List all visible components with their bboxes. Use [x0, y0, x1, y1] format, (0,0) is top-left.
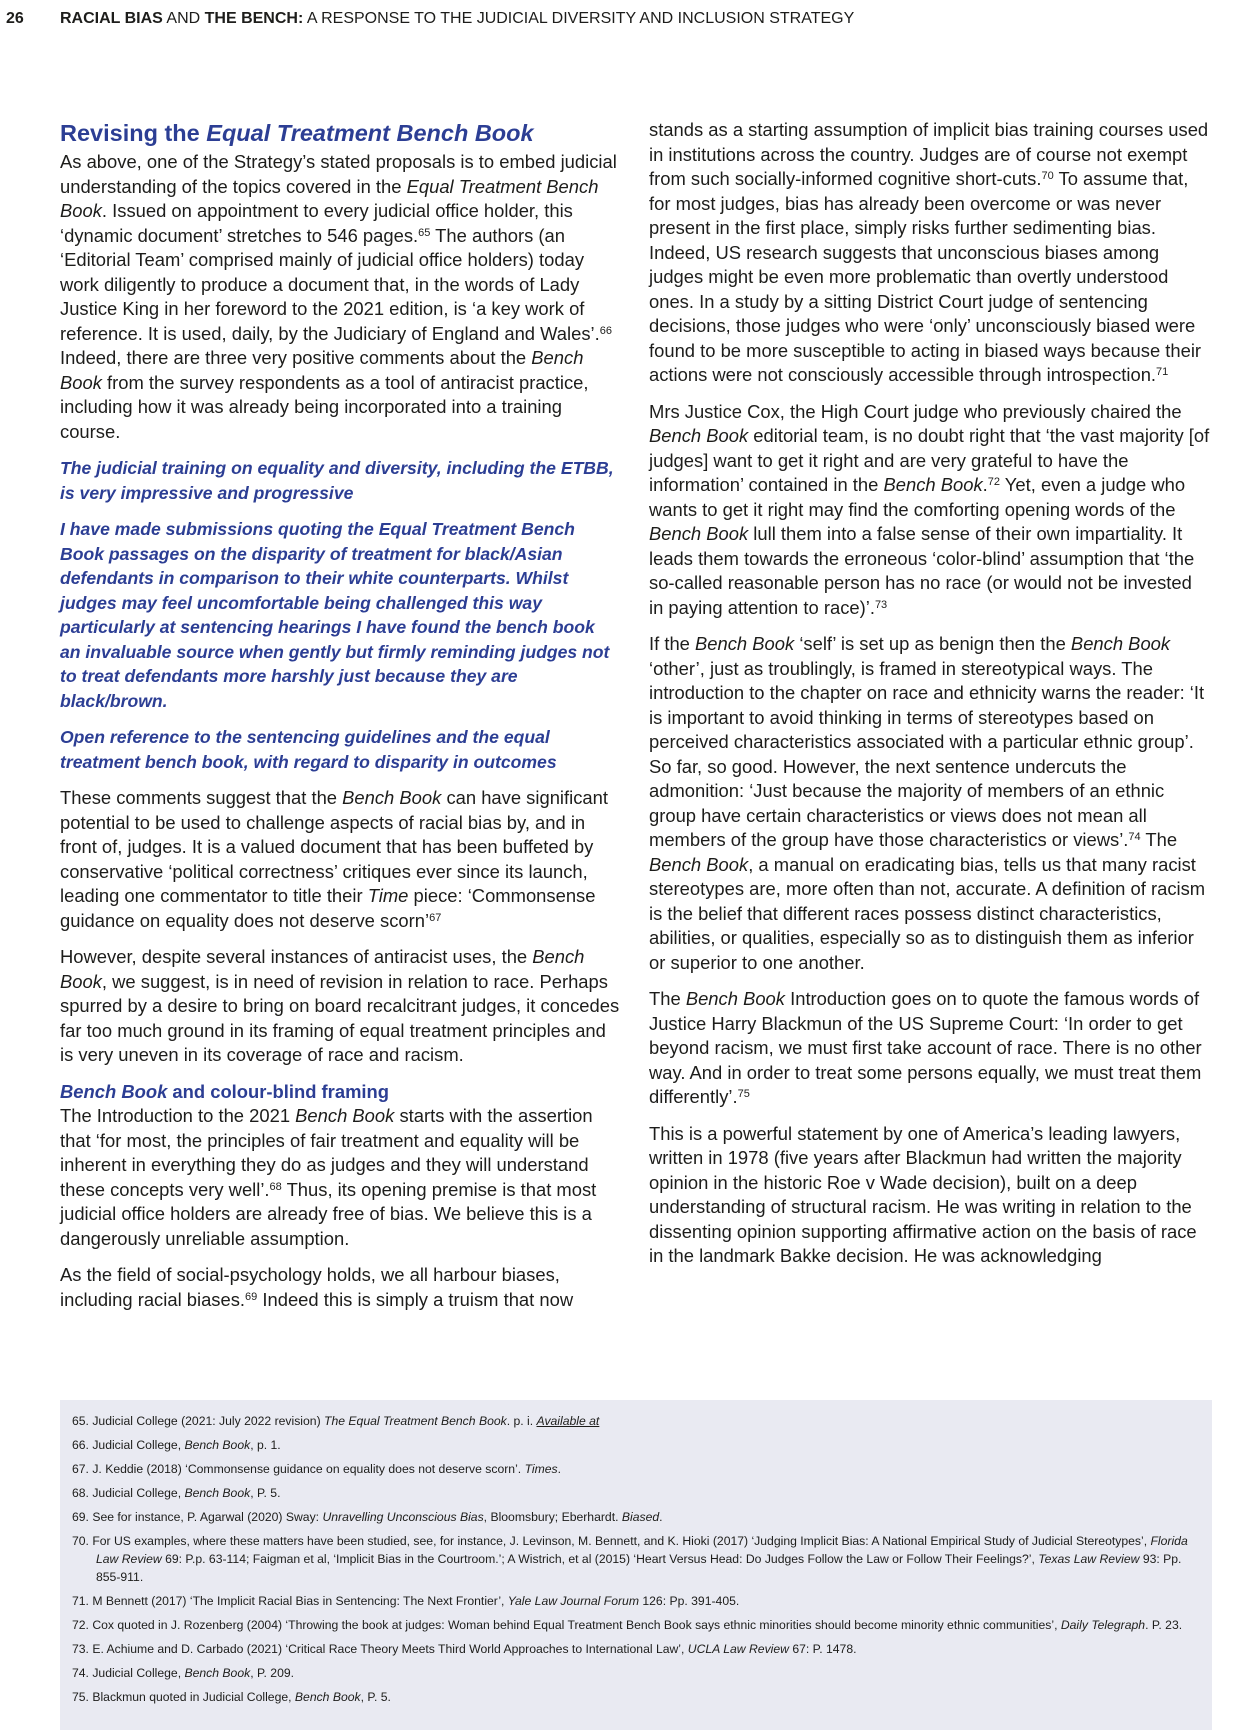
- text: Indeed this is simply a truism that now: [257, 1288, 574, 1310]
- italic-text: Bench Book: [184, 1486, 251, 1500]
- text: 126: Pp. 391-405.: [638, 1594, 740, 1608]
- footnote: [72, 1532, 1200, 1586]
- footnote: [72, 1436, 1200, 1454]
- italic-text: Bench Book: [294, 1690, 361, 1704]
- text: 66. Judicial College,: [72, 1438, 185, 1452]
- text: .: [659, 1510, 663, 1524]
- footnote: [72, 1460, 1200, 1478]
- text: 69. See for instance, P. Agarwal (2020) Sway:: [72, 1510, 323, 1524]
- paragraph: [60, 1104, 620, 1251]
- italic-text: Daily Telegraph: [1060, 1618, 1146, 1632]
- text: These comments suggest that the: [60, 787, 343, 808]
- paragraph: This is a powerful statement by one of America’s leading lawyers, written in 1978 (five years after Blackmun had written the majority opinion in the historic Roe v Wade decision), built on a deep understanding of structural racism. He was writing in relation to the dissenting opinion supporting affirmative action on the basis of race in the landmark Bakke decision. He was acknowledging: [649, 1122, 1197, 1266]
- text: 67. J. Keddie (2018) ‘Commonsense guidance on equality does not deserve scorn’.: [72, 1462, 525, 1476]
- header-title-part: RACIAL BIAS: [60, 10, 163, 27]
- running-header: [6, 10, 1220, 28]
- text: Mrs Justice Cox, the High Court judge who previously chaired the: [649, 400, 1182, 422]
- heading-italic-text: Equal Treatment Bench Book: [206, 120, 534, 146]
- text: 72. Cox quoted in J. Rozenberg (2004) ‘Throwing the book at judges: Woman behind Equal Treatment Bench Book says ethnic minorities should become minority ethnic communities’,: [72, 1618, 1061, 1632]
- section-heading: [60, 118, 620, 148]
- text: The: [1140, 829, 1178, 850]
- text: . p. i.: [506, 1414, 537, 1428]
- paragraph: [60, 786, 620, 933]
- text: 70. For US examples, where these matters have been studied, see, for instance, J. Levinson, M. Bennett, and K. Hioki (2017) ‘Judging Implicit Bias: A National Empirical Study of Judicial Stereotypes’,: [72, 1534, 1151, 1548]
- italic-text: Bench Book: [342, 787, 442, 808]
- text: , we suggest, is in need of revision in relation to race. Perhaps spurred by a desire to bring on board recalcitrant judges, it concedes far too much ground in its framing of equal treatment principles and is very uneven in its coverage of race and racism.: [60, 970, 620, 1065]
- italic-text: The Equal Treatment Bench Book: [324, 1414, 507, 1428]
- footnote-ref[interactable]: 72: [987, 476, 1001, 488]
- text: 65. Judicial College (2021: July 2022 revision): [72, 1414, 325, 1428]
- italic-text: Biased: [621, 1510, 660, 1524]
- text: , Bloomsbury; Eberhardt.: [483, 1510, 622, 1524]
- header-title-part: AND: [162, 10, 205, 27]
- footnote: [72, 1592, 1200, 1610]
- text: 73. E. Achiume and D. Carbado (2021) ‘Critical Race Theory Meets Third World Approaches to International Law’,: [72, 1642, 688, 1656]
- paragraph: [60, 150, 620, 444]
- italic-text: Bench Book: [295, 1105, 395, 1126]
- italic-text: Bench Book: [60, 946, 585, 992]
- text: The authors (an ‘Editorial Team’ comprised mainly of judicial office holders) today work diligently to produce a document that, in the words of Lady Justice King in her foreword to the 2021 edition, is ‘a key work of reference. It is used, daily, by the Judiciary of England and Wales’.: [60, 224, 600, 344]
- text: 75. Blackmun quoted in Judicial College,: [72, 1690, 295, 1704]
- italic-text: Bench Book: [60, 347, 584, 393]
- text: As the field of social-psychology holds, we all harbour biases, including racial biases.: [60, 1264, 560, 1310]
- text: 69: P.p. 63-114; Faigman et al, ‘Implicit Bias in the Courtroom.’; A Wistrich, et al (2015) ‘Heart Versus Head: Do Judges Follow the Law or Follow Their Feelings?’,: [161, 1552, 1039, 1566]
- italic-text: Florida Law Review: [96, 1534, 1188, 1566]
- text: Introduction goes on to quote the famous words of Justice Harry Blackmun of the US Supreme Court: ‘In order to get beyond racism, we must first take account of race. There is no other way. And in order to treat some persons equally, we must treat them differently’.: [649, 988, 1202, 1107]
- text: lull them into a false sense of their own impartiality. It leads them towards the erroneous ‘color-blind’ assumption that ‘the so-called reasonable person has no race (or would not be invested in paying attention to race)’.: [649, 523, 1195, 618]
- footnote-ref[interactable]: 73: [874, 598, 888, 611]
- italic-text: Yale Law Journal Forum: [507, 1594, 639, 1608]
- text: .: [982, 474, 988, 495]
- text: from the survey respondents as a tool of antiracist practice, including how it was already being incorporated into a training course.: [60, 371, 589, 442]
- italic-text: Bench Book: [685, 988, 785, 1009]
- text: 74. Judicial College,: [72, 1666, 185, 1680]
- survey-quote: The judicial training on equality and diversity, including the ETBB, is very impressive and progressive: [60, 458, 614, 503]
- left-column: [60, 118, 620, 1324]
- footnotes-panel: [60, 1400, 1212, 1730]
- text: starts with the assertion that ‘for most, the principles of fair treatment and equality will be inherent in everything they do as judges and they will understand these concepts very well’.: [60, 1105, 593, 1200]
- paragraph: [60, 1263, 620, 1312]
- heading-text: Revising the: [60, 120, 207, 146]
- paragraph: [649, 632, 1211, 975]
- footnote-ref[interactable]: 66: [599, 324, 612, 337]
- italic-text: Bench Book: [883, 474, 983, 495]
- paragraph: [649, 987, 1211, 1110]
- survey-quote: I have made submissions quoting the Equal Treatment Bench Book passages on the disparity of treatment for black/Asian defendants in comparison to their white counterparts. Whilst judges may feel uncomfortable being challenged this way particularly at sentencing hearings I have found the bench book an invaluable source when gently but firmly reminding judges not to treat defendants more harshly just because they are black/brown.: [60, 519, 610, 711]
- text: ‘other’, just as troublingly, is framed in stereotypical ways. The introduction to the chapter on race and ethnicity warns the reader: ‘It is important to avoid thinking in terms of stereotypes based on perceived characteristics associated with a particular ethnic group’. So far, so good. However, the next sentence undercuts the admonition: ‘Just because the majority of members of an ethnic group have certain characteristics or views does not mean all members of the group have those characteristics or views’.: [649, 657, 1205, 850]
- text: editorial team, is no doubt right that ‘the vast majority [of judges] want to get it right and are very grateful to have the information’ contained in the: [649, 425, 1210, 495]
- text: stands as a starting assumption of implicit bias training courses used in institutions across the country. Judges are of course not exempt from such socially-informed cognitive short-cuts.: [649, 119, 1209, 189]
- footnote: [72, 1640, 1200, 1658]
- text: . Issued on appointment to every judicial office holder, this ‘dynamic document’ stretches to 546 pages.: [60, 200, 573, 246]
- italic-text: Times: [524, 1462, 558, 1476]
- italic-text: Bench Book: [649, 523, 749, 544]
- text: As above, one of the Strategy’s stated proposals is to embed judicial understanding of the topics covered in the: [60, 151, 617, 197]
- footnote-ref[interactable]: 75: [737, 1088, 750, 1100]
- italic-text: Texas Law Review: [1038, 1552, 1140, 1566]
- text: . P. 23.: [1145, 1618, 1183, 1632]
- footnote-ref[interactable]: 65: [418, 226, 431, 239]
- italic-text: Time: [367, 885, 409, 906]
- text: Yet, even a judge who wants to get it right may find the comforting opening words of the: [649, 474, 1186, 520]
- text: , P. 5.: [250, 1486, 281, 1500]
- text: If the: [649, 633, 696, 654]
- footnote: [72, 1412, 1200, 1430]
- footnote: [72, 1664, 1200, 1682]
- subheading-text: and colour-blind framing: [167, 1080, 389, 1102]
- text: , a manual on eradicating bias, tells us that many racist stereotypes are, more often than not, accurate. A definition of racism is the belief that different races possess distinct characteristics, abilities, or qualities, especially so as to distinguish them as inferior or superior to one another.: [649, 853, 1206, 973]
- footnote: [72, 1616, 1200, 1634]
- text: The Introduction to the 2021: [60, 1105, 296, 1126]
- text: Indeed, there are three very positive comments about the: [60, 347, 532, 368]
- italic-text: Unravelling Unconscious Bias: [322, 1510, 484, 1524]
- italic-text: Bench Book: [695, 633, 795, 654]
- italic-text: Bench Book: [184, 1666, 251, 1680]
- footnote-ref[interactable]: 70: [1041, 170, 1054, 182]
- italic-text: UCLA Law Review: [687, 1642, 789, 1656]
- header-title-part: THE BENCH:: [204, 10, 304, 27]
- survey-quote: Open reference to the sentencing guidelines and the equal treatment bench book, with regard to disparity in outcomes: [60, 727, 557, 772]
- text: Thus, its opening premise is that most judicial office holders are already free of bias. We believe this is a dangerously unreliable assumption.: [60, 1178, 597, 1249]
- footnote-ref[interactable]: 69: [245, 1290, 258, 1303]
- text: ‘self’ is set up as benign then the: [794, 633, 1071, 654]
- footnote-ref[interactable]: 74: [1128, 831, 1141, 843]
- text: , P. 5.: [360, 1690, 391, 1704]
- italic-text: Equal Treatment Bench Book: [60, 175, 599, 221]
- italic-text: Bench Book: [649, 425, 749, 446]
- italic-text: Bench Book: [184, 1438, 251, 1452]
- text: However, despite several instances of antiracist uses, the: [60, 946, 533, 967]
- italic-text: Bench Book: [1070, 633, 1171, 654]
- text: The: [649, 988, 686, 1009]
- italic-text: Bench Book: [649, 853, 749, 875]
- header-title-part: A RESPONSE TO THE JUDICIAL DIVERSITY AND INCLUSION STRATEGY: [303, 10, 855, 27]
- right-column: [649, 118, 1211, 1281]
- page-number: 26: [6, 10, 24, 27]
- footnote-ref[interactable]: 67: [429, 911, 442, 924]
- paragraph: [649, 118, 1211, 388]
- text: piece: ‘Commonsense guidance on equality does not deserve scorn’: [60, 885, 596, 931]
- footnote-ref[interactable]: 71: [1156, 366, 1169, 378]
- paragraph: [649, 400, 1211, 621]
- subheading-italic-text: Bench Book: [60, 1080, 168, 1102]
- text: can have significant potential to be used to challenge aspects of racial bias by, and in front of, judges. It is a valued document that has been buffeted by conservative ‘political correctness’ critiques ever since its launch, leading one commentator to title their: [60, 787, 608, 906]
- paragraph: [60, 945, 620, 1068]
- text: , P. 209.: [250, 1666, 295, 1680]
- footnote-ref[interactable]: 68: [269, 1180, 282, 1193]
- text: 68. Judicial College,: [72, 1486, 185, 1500]
- available-at-link[interactable]: Available at: [536, 1414, 600, 1428]
- footnote: [72, 1484, 1200, 1502]
- text: , p. 1.: [250, 1438, 281, 1452]
- text: 71. M Bennett (2017) ‘The Implicit Racial Bias in Sentencing: The Next Frontier’,: [72, 1594, 508, 1608]
- text: To assume that, for most judges, bias has already been overcome or was never present in the first place, simply risks further sedimenting bias. Indeed, US research suggests that unconscious biases among judges might be even more problematic than overtly understood ones. In a study by a sitting District Court judge of sentencing decisions, those judges who were ‘only’ unconsciously biased were found to be more susceptible to acting in biased ways because their actions were not consciously accessible through introspection.: [649, 168, 1202, 385]
- text: 67: P. 1478.: [788, 1642, 857, 1656]
- text: .: [557, 1462, 562, 1476]
- subheading: [60, 1080, 620, 1105]
- footnote: [72, 1688, 1200, 1706]
- text: 93: Pp. 855-911.: [96, 1552, 1182, 1584]
- footnote: [72, 1508, 1200, 1526]
